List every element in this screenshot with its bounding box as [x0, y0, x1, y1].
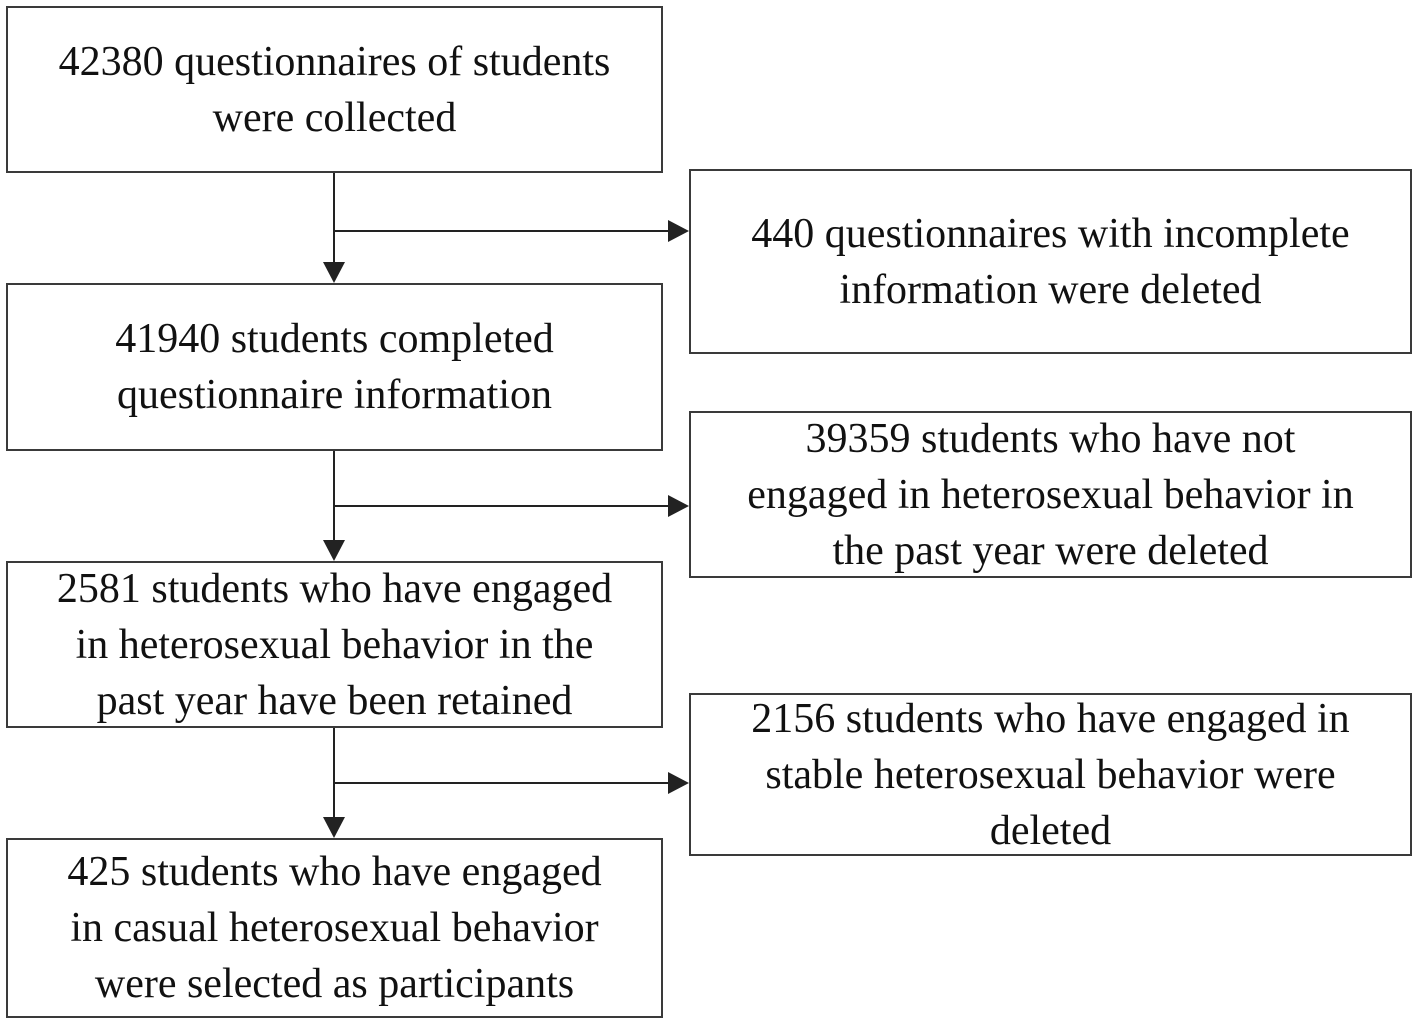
- arrowhead-exclusion-2: [668, 495, 689, 517]
- step-text: [59, 34, 611, 146]
- exclusion-text: [751, 206, 1349, 318]
- exclusion-line: information were deleted: [839, 266, 1262, 313]
- step-line: in casual heterosexual behavior: [70, 905, 599, 951]
- step-line: 425 students who have engaged: [67, 849, 602, 895]
- step-text: [67, 844, 601, 1012]
- arrowhead-step2: [323, 262, 345, 283]
- step-text: [57, 561, 612, 729]
- exclusion-line: the past year were deleted: [832, 527, 1269, 574]
- exclusion-text: [747, 411, 1353, 579]
- step-line: in heterosexual behavior in the: [75, 621, 594, 668]
- step-box-completed: [6, 283, 663, 451]
- exclusion-box-incomplete: [689, 169, 1412, 354]
- exclusion-line: 39359 students who have not: [805, 415, 1296, 462]
- step-text: [115, 311, 554, 423]
- step-line: 2581 students who have engaged: [56, 565, 613, 612]
- arrowhead-exclusion-1: [668, 220, 689, 242]
- exclusion-line: 2156 students who have engaged in: [751, 695, 1350, 742]
- step-line: were selected as participants: [94, 961, 575, 1007]
- step-box-participants: [6, 838, 663, 1018]
- exclusion-text: [751, 691, 1349, 859]
- exclusion-line: 440 questionnaires with incomplete: [751, 210, 1350, 257]
- exclusion-box-stable: [689, 693, 1412, 856]
- exclusion-line: engaged in heterosexual behavior in: [747, 471, 1354, 518]
- exclusion-line: stable heterosexual behavior were: [765, 751, 1336, 798]
- arrowhead-step3: [323, 540, 345, 561]
- exclusion-box-not-engaged: [689, 411, 1412, 578]
- step-box-collected: [6, 6, 663, 173]
- step-line: 42380 questionnaires of students: [58, 38, 611, 85]
- arrowhead-exclusion-3: [668, 772, 689, 794]
- step-box-retained: [6, 561, 663, 728]
- arrowhead-step4: [323, 817, 345, 838]
- step-line: past year have been retained: [96, 677, 573, 724]
- step-line: were collected: [212, 94, 457, 141]
- step-line: questionnaire information: [116, 372, 553, 418]
- exclusion-line: deleted: [989, 807, 1112, 854]
- step-line: 41940 students completed: [115, 316, 554, 362]
